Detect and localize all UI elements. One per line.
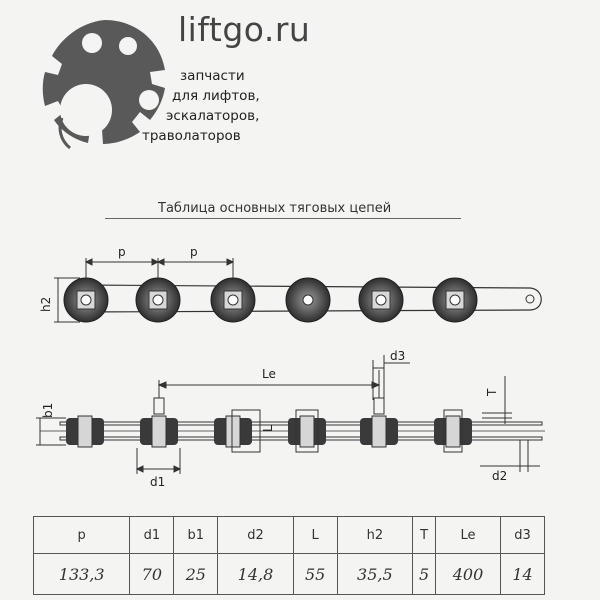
tagline-line-3: эскалаторов, (166, 108, 260, 124)
table-header-cell: b1 (174, 517, 218, 554)
table-header-cell: d1 (130, 517, 174, 554)
chain-top-view (40, 398, 545, 452)
dim-label-h2: h2 (39, 296, 53, 312)
table-header-cell: Le (436, 517, 501, 554)
dim-label-p1: p (118, 245, 126, 259)
tagline-line-4: траволаторов (142, 128, 241, 144)
table-values-row (34, 554, 545, 595)
site-name: liftgo.ru (178, 10, 311, 49)
parameters-table (33, 516, 545, 595)
roller-6 (433, 278, 477, 322)
roller-3 (211, 278, 255, 322)
table-value-cell: 55 (293, 554, 337, 595)
table-header-cell: T (413, 517, 436, 554)
dim-label-le: Le (262, 367, 276, 381)
drawing-title: Таблица основных тяговых цепей (158, 201, 392, 216)
d1-dimension (137, 448, 180, 474)
dim-label-d1: d1 (150, 475, 166, 489)
table-header-cell: d3 (501, 517, 545, 554)
roller-4 (286, 278, 330, 322)
table-value-cell: 14 (501, 554, 545, 595)
roller-2 (136, 278, 180, 322)
dim-label-t: T (485, 388, 499, 396)
table-header-cell: h2 (337, 517, 412, 554)
d2-dimension (480, 440, 540, 472)
dim-label-l: L (261, 425, 275, 432)
table-header-cell: p (34, 517, 130, 554)
pitch-dimension (86, 258, 233, 280)
table-header-cell: d2 (218, 517, 293, 554)
table-value-cell: 25 (174, 554, 218, 595)
dim-label-p2: p (190, 245, 198, 259)
t-dimension (482, 376, 512, 424)
table-header-row (34, 517, 545, 554)
dim-label-d3: d3 (390, 349, 406, 363)
table-value-cell: 133,3 (34, 554, 130, 595)
dim-label-b1: b1 (41, 402, 55, 418)
table-value-cell: 5 (413, 554, 436, 595)
table-value-cell: 70 (130, 554, 174, 595)
table-header-cell: L (293, 517, 337, 554)
roller-5 (359, 278, 403, 322)
table-value-cell: 35,5 (337, 554, 412, 595)
table-value-cell: 400 (436, 554, 501, 595)
dim-label-d2: d2 (492, 469, 508, 483)
table-value-cell: 14,8 (218, 554, 293, 595)
roller-1 (64, 278, 108, 322)
tagline-line-1: запчасти (180, 68, 245, 84)
tagline-line-2: для лифтов, (172, 88, 260, 104)
